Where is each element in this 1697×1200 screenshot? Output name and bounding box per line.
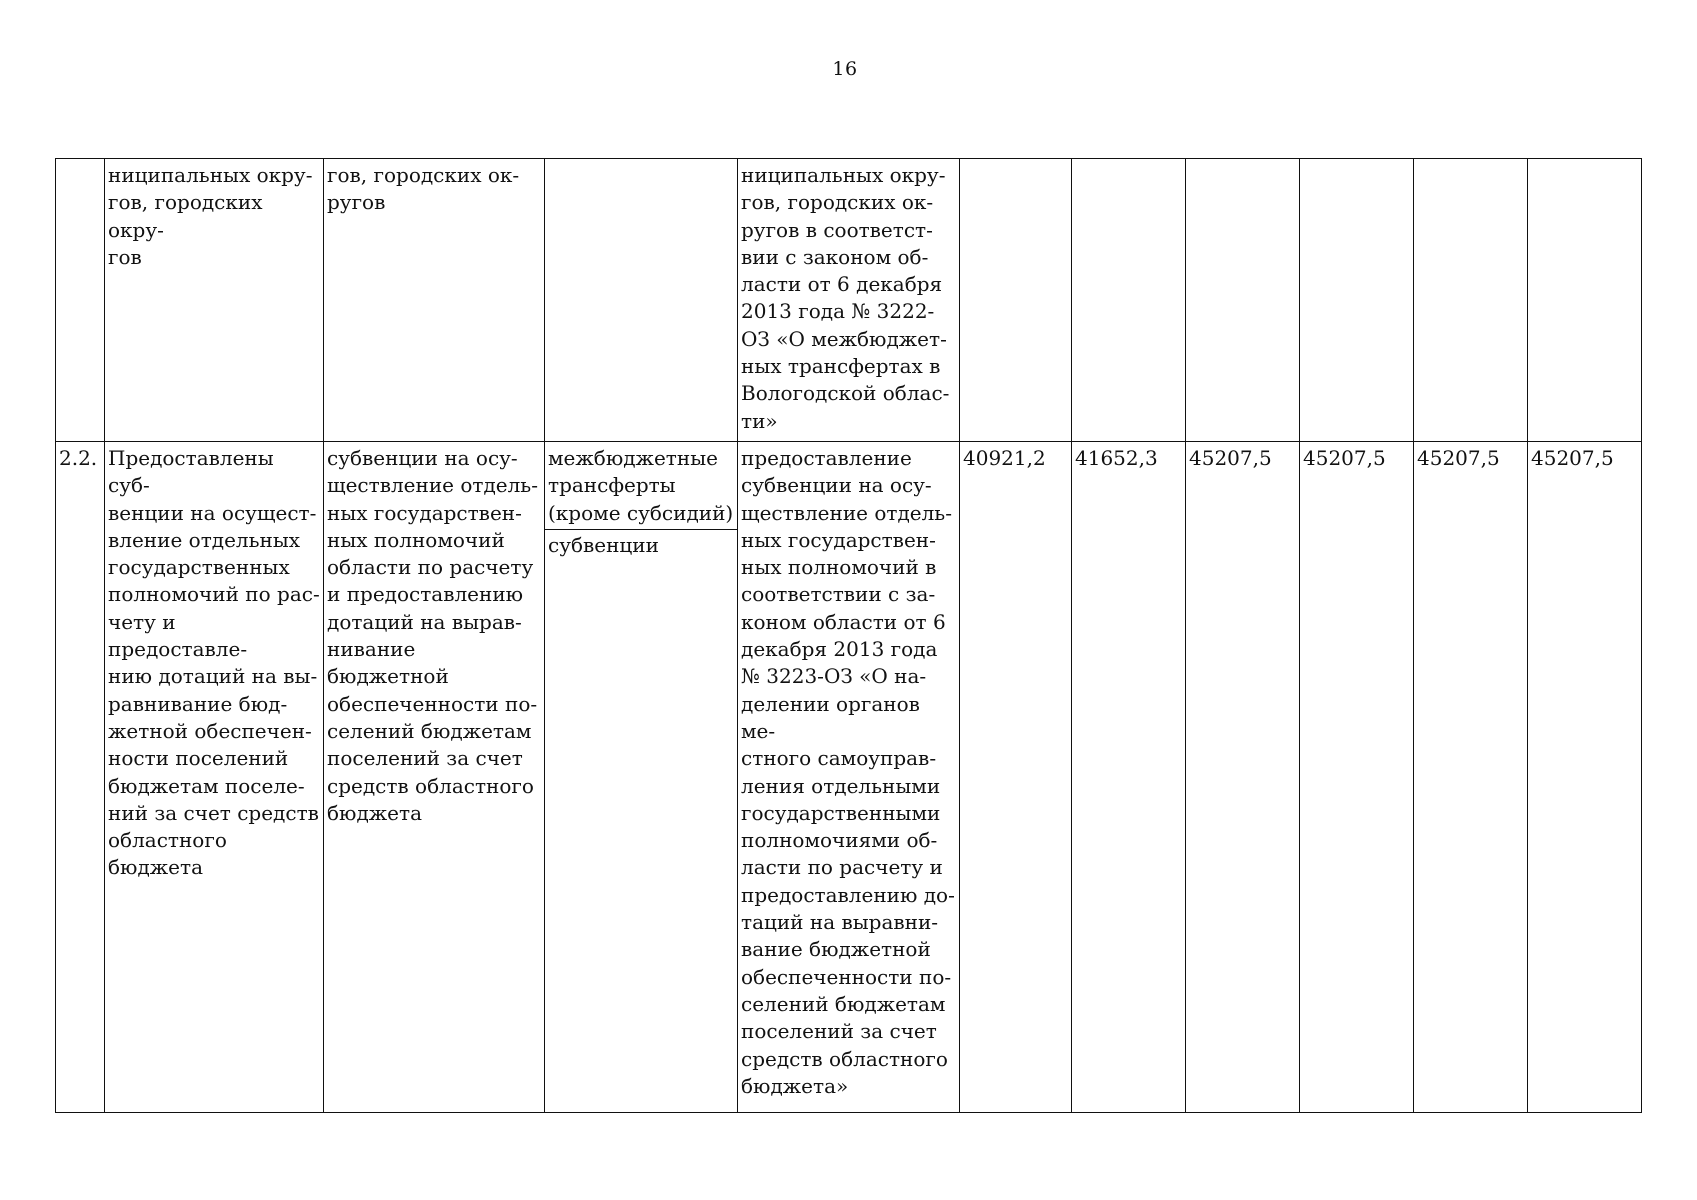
value-text: 45207,5 [1189,446,1272,470]
value-text: 45207,5 [1417,446,1500,470]
indicator-text: субвенции на осу- ществление отдель- ных государствен- ных полномочий области по расчету и предоставлению дотаций на вырав- нивание бюджетной обеспеченности по- селений бюджетам поселений за счет средств областного бюджета [327,446,538,825]
description-text: предоставление субвенции на осу- ществление отдель- ных государствен- ных полномочий в соответствии с за- коном области от 6 декабря 2013 года № 3223-ОЗ «О на- делении органов ме- стного самоуправ- ления отдельными государственными полномочиями об- ласти по расчету и предоставлению до- таций на выравни- вание бюджетной обеспеченности по- селений бюджетам поселений за счет средств областного бюджета» [741,446,955,1098]
table-row [56,159,1642,442]
result-cell [105,442,324,1113]
expense-type-bottom-text: субвенции [548,532,659,557]
result-text: ниципальных окру- гов, городских окру- гов [108,163,313,269]
expense-type-cell [545,159,738,442]
indicator-cell [324,159,545,442]
value-text: 45207,5 [1531,446,1614,470]
table-row [56,442,1642,1113]
value-cell [960,442,1072,1113]
value-text: 41652,3 [1075,446,1158,470]
expense-type-cell [545,442,738,1113]
value-text: 40921,2 [963,446,1046,470]
description-cell [738,442,960,1113]
result-text: Предоставлены суб- венции на осущест- вление отдельных государственных полномочий по рас- чету и предоставле- нию дотаций на вы- равнивание бюд- жетной обеспечен- ности поселений бюджетам поселе- ний за счет средств областного бюджета [108,446,320,880]
indicator-text: гов, городских ок- ругов [327,163,520,215]
value-cell [1414,159,1528,442]
row-number-cell [56,159,105,442]
indicator-cell [324,442,545,1113]
description-text: ниципальных окру- гов, городских ок- ругов в соответст- вии с законом об- ласти от 6 декабря 2013 года № 3222- ОЗ «О межбюджет- ных трансфертах в Вологодской облас- ти» [741,163,950,433]
row-number-cell [56,442,105,1113]
value-cell [1414,442,1528,1113]
result-cell [105,159,324,442]
value-text: 45207,5 [1303,446,1386,470]
value-cell [1186,442,1300,1113]
value-cell [1300,442,1414,1113]
value-cell [1072,159,1186,442]
value-cell [1186,159,1300,442]
value-cell [1528,442,1642,1113]
row-number: 2.2. [59,446,98,470]
description-cell [738,159,960,442]
page-number: 16 [832,58,858,80]
value-cell [1300,159,1414,442]
expense-type-top-text: межбюджетные трансферты (кроме субсидий) [545,445,737,530]
value-cell [960,159,1072,442]
value-cell [1528,159,1642,442]
value-cell [1072,442,1186,1113]
budget-table [55,158,1642,1113]
